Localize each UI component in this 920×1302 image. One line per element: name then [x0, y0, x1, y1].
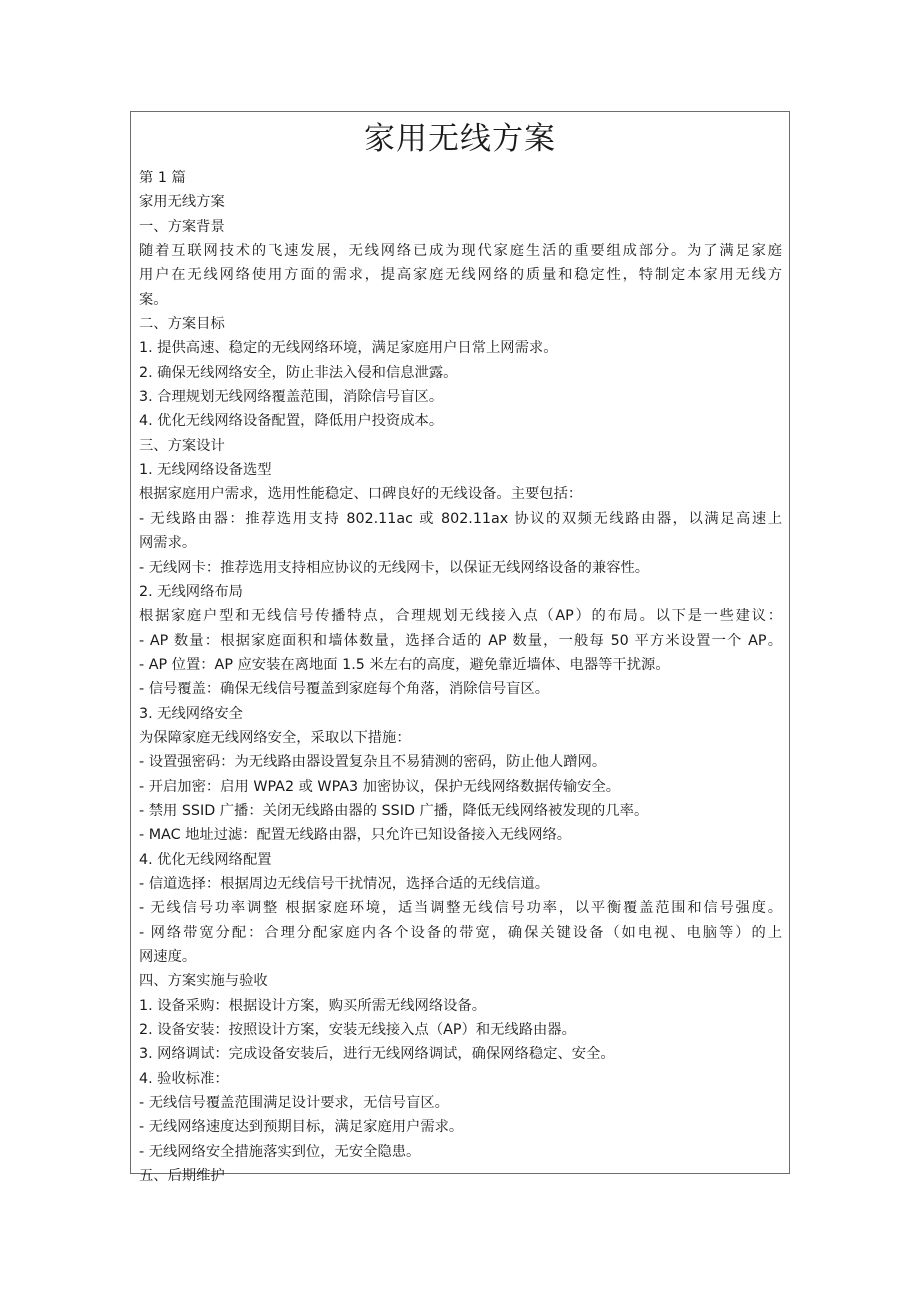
text-line: 随着互联网技术的飞速发展，无线网络已成为现代家庭生活的重要组成部分。为了满足家庭: [139, 243, 782, 260]
text-line: - 无线信号覆盖范围满足设计要求，无信号盲区。: [139, 1095, 449, 1112]
text-line: 网需求。: [139, 535, 197, 552]
text-line: 4. 优化无线网络设备配置，降低用户投资成本。: [139, 413, 444, 430]
text-line: - AP 位置：AP 应安装在离地面 1.5 米左右的高度，避免靠近墙体、电器等干扰源。: [139, 656, 670, 673]
text-line: 2. 设备安装：按照设计方案，安装无线接入点（AP）和无线路由器。: [139, 1022, 576, 1039]
text-line: - 无线路由器：推荐选用支持 802.11ac 或 802.11ax 协议的双频无线路由器，以满足高速上: [139, 510, 782, 527]
text-line: 根据家庭户型和无线信号传播特点，合理规划无线接入点（AP）的布局。以下是一些建议：: [139, 608, 782, 625]
text-line: 4. 优化无线网络配置: [139, 851, 272, 868]
text-line: - 无线网络速度达到预期目标，满足家庭用户需求。: [139, 1119, 464, 1136]
text-line: - MAC 地址过滤：配置无线路由器，只允许已知设备接入无线网络。: [139, 827, 572, 844]
document-body: [131, 166, 789, 1188]
text-line: - 无线网卡：推荐选用支持相应协议的无线网卡，以保证无线网络设备的兼容性。: [139, 559, 650, 576]
text-line: 3. 合理规划无线网络覆盖范围，消除信号盲区。: [139, 389, 444, 406]
text-line: 根据家庭用户需求，选用性能稳定、口碑良好的无线设备。主要包括：: [139, 486, 583, 503]
text-line: - 网络带宽分配：合理分配家庭内各个设备的带宽，确保关键设备（如电视、电脑等）的上: [139, 924, 782, 941]
text-line: 4. 验收标准：: [139, 1070, 229, 1087]
text-line: 家用无线方案: [139, 194, 225, 211]
text-line: - 无线网络安全措施落实到位，无安全隐患。: [139, 1143, 421, 1160]
document-frame: [130, 111, 790, 1185]
text-line: - 设置强密码：为无线路由器设置复杂且不易猜测的密码，防止他人蹭网。: [139, 754, 607, 771]
text-line: 1. 提供高速、稳定的无线网络环境，满足家庭用户日常上网需求。: [139, 340, 558, 357]
text-line: 案。: [139, 291, 168, 308]
text-line: 1. 无线网络设备选型: [139, 462, 272, 479]
text-line: - AP 数量：根据家庭面积和墙体数量，选择合适的 AP 数量，一般每 50 平方米设置一个 AP。: [139, 632, 782, 649]
text-line: 网速度。: [139, 949, 197, 965]
text-line: 一、方案背景: [139, 218, 225, 235]
text-line: 2. 确保无线网络安全，防止非法入侵和信息泄露。: [139, 364, 458, 381]
text-line: 用户在无线网络使用方面的需求，提高家庭无线网络的质量和稳定性，特制定本家用无线方: [139, 267, 782, 284]
text-line: 为保障家庭无线网络安全，采取以下措施：: [139, 729, 411, 746]
text-line: 四、方案实施与验收: [139, 973, 268, 990]
text-line: - 开启加密：启用 WPA2 或 WPA3 加密协议，保护无线网络数据传输安全。: [139, 778, 621, 795]
text-line: 3. 网络调试：完成设备安装后，进行无线网络调试，确保网络稳定、安全。: [139, 1046, 615, 1063]
text-line: 2. 无线网络布局: [139, 583, 243, 600]
document-title: 家用无线方案: [364, 121, 556, 157]
text-line: 五、后期维护: [139, 1168, 225, 1185]
text-line: 二、方案目标: [139, 316, 225, 333]
text-line: - 禁用 SSID 广播：关闭无线路由器的 SSID 广播，降低无线网络被发现的几率。: [139, 802, 649, 819]
text-line: - 无线信号功率调整 根据家庭环境，适当调整无线信号功率，以平衡覆盖范围和信号强度。: [139, 900, 782, 917]
text-line: 1. 设备采购：根据设计方案，购买所需无线网络设备。: [139, 997, 487, 1014]
text-line: - 信道选择：根据周边无线信号干扰情况，选择合适的无线信道。: [139, 875, 550, 892]
text-line: - 信号覆盖：确保无线信号覆盖到家庭每个角落，消除信号盲区。: [139, 681, 550, 698]
text-line: 第 1 篇: [139, 170, 186, 186]
text-line: 三、方案设计: [139, 437, 225, 454]
text-line: 3. 无线网络安全: [139, 705, 243, 722]
